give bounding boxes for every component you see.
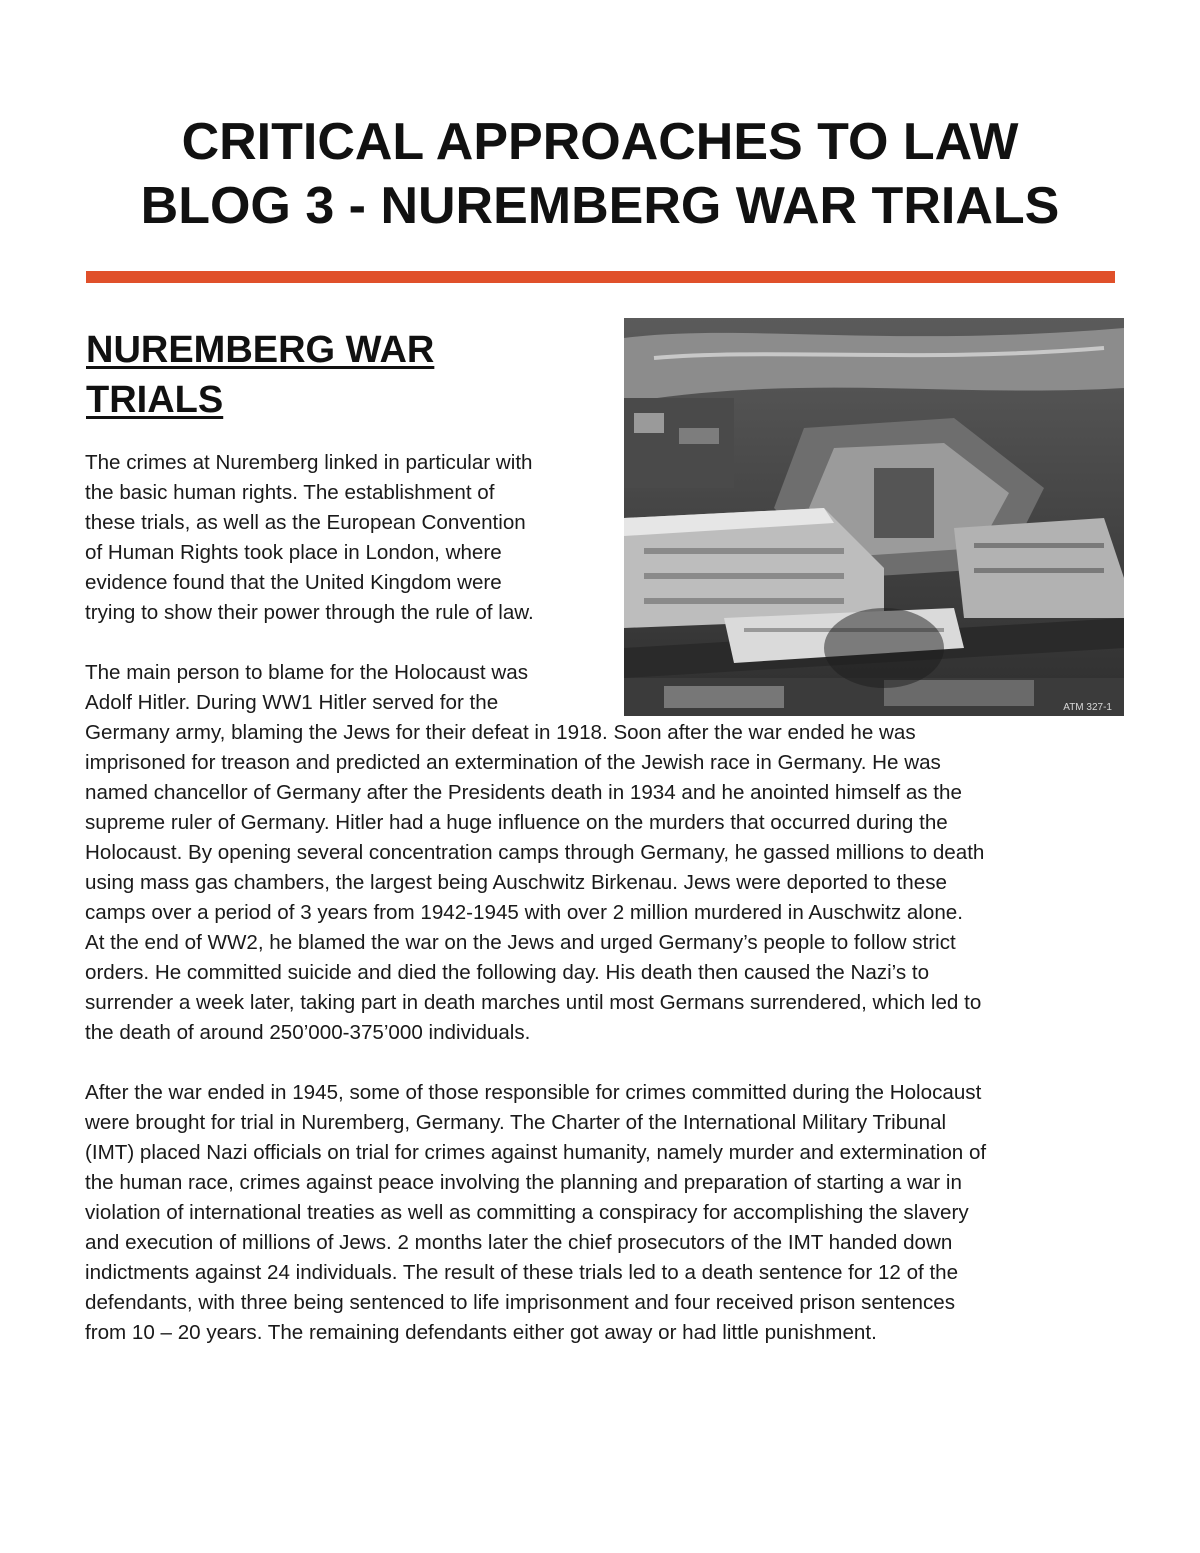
text-line: The crimes at Nuremberg linked in particular with xyxy=(85,451,533,474)
page-title-line-1: CRITICAL APPROACHES TO LAW xyxy=(181,113,1019,171)
text-line: After the war ended in 1945, some of those responsible for crimes committed during the Holocaust xyxy=(85,1081,982,1104)
text-line: orders. He committed suicide and died the following day. His death then caused the Nazi’s to xyxy=(85,961,930,984)
text-line: evidence found that the United Kingdom were xyxy=(85,571,502,594)
text-line: named chancellor of Germany after the Presidents death in 1934 and he anointed himself as the xyxy=(85,781,962,804)
text-line: defendants, with three being sentenced to life imprisonment and four received prison sentences xyxy=(85,1291,956,1314)
text-line: the basic human rights. The establishment of xyxy=(85,481,495,504)
photo-number: ATM 327-1 xyxy=(1063,702,1112,713)
paragraph-3 xyxy=(85,1078,1125,1348)
text-line: surrender a week later, taking part in death marches until most Germans surrendered, which led to xyxy=(85,991,982,1014)
article-body xyxy=(85,448,1125,1348)
text-line: of Human Rights took place in London, where xyxy=(85,541,502,564)
text-line: the human race, crimes against peace involving the planning and preparation of starting a war in xyxy=(85,1171,962,1194)
text-line: violation of international treaties as well as committing a conspiracy for accomplishing the slavery xyxy=(85,1201,969,1224)
paragraph-1 xyxy=(85,448,1125,628)
text-line: supreme ruler of Germany. Hitler had a huge influence on the murders that occurred during the xyxy=(85,811,948,834)
title-divider-rule xyxy=(86,271,1115,283)
text-line: the death of around 250’000-375’000 individuals. xyxy=(85,1021,531,1044)
text-line: these trials, as well as the European Convention xyxy=(85,511,526,534)
section-heading xyxy=(86,325,606,425)
text-line: imprisoned for treason and predicted an extermination of the Jewish race in Germany. He was xyxy=(85,751,941,774)
paragraph-2 xyxy=(85,658,1125,1048)
text-line: and execution of millions of Jews. 2 months later the chief prosecutors of the IMT handed down xyxy=(85,1231,953,1254)
text-line: trying to show their power through the rule of law. xyxy=(85,601,534,624)
text-line: were brought for trial in Nuremberg, Germany. The Charter of the International Military Tribunal xyxy=(85,1111,947,1134)
text-line: Holocaust. By opening several concentration camps through Germany, he gassed millions to death xyxy=(85,841,985,864)
section-heading-line-2: TRIALS xyxy=(86,379,224,421)
page-title xyxy=(0,110,1200,238)
paragraph-gap xyxy=(85,1048,1125,1078)
page-title-line-2: BLOG 3 - NUREMBERG WAR TRIALS xyxy=(140,177,1060,235)
text-line: At the end of WW2, he blamed the war on the Jews and urged Germany’s people to follow strict xyxy=(85,931,956,954)
text-line: from 10 – 20 years. The remaining defendants either got away or had little punishment. xyxy=(85,1321,877,1344)
section-heading-line-1: NUREMBERG WAR xyxy=(86,329,435,371)
paragraph-gap xyxy=(85,628,1125,658)
text-line: Adolf Hitler. During WW1 Hitler served for the xyxy=(85,691,499,714)
text-line: using mass gas chambers, the largest being Auschwitz Birkenau. Jews were deported to these xyxy=(85,871,947,894)
text-line: The main person to blame for the Holocaust was xyxy=(85,661,528,684)
text-line: (IMT) placed Nazi officials on trial for crimes against humanity, namely murder and extermination of xyxy=(85,1141,987,1164)
text-line: Germany army, blaming the Jews for their defeat in 1918. Soon after the war ended he was xyxy=(85,721,916,744)
text-line: camps over a period of 3 years from 1942-1945 with over 2 million murdered in Auschwitz alone. xyxy=(85,901,963,924)
text-line: indictments against 24 individuals. The result of these trials led to a death sentence for 12 of the xyxy=(85,1261,959,1284)
